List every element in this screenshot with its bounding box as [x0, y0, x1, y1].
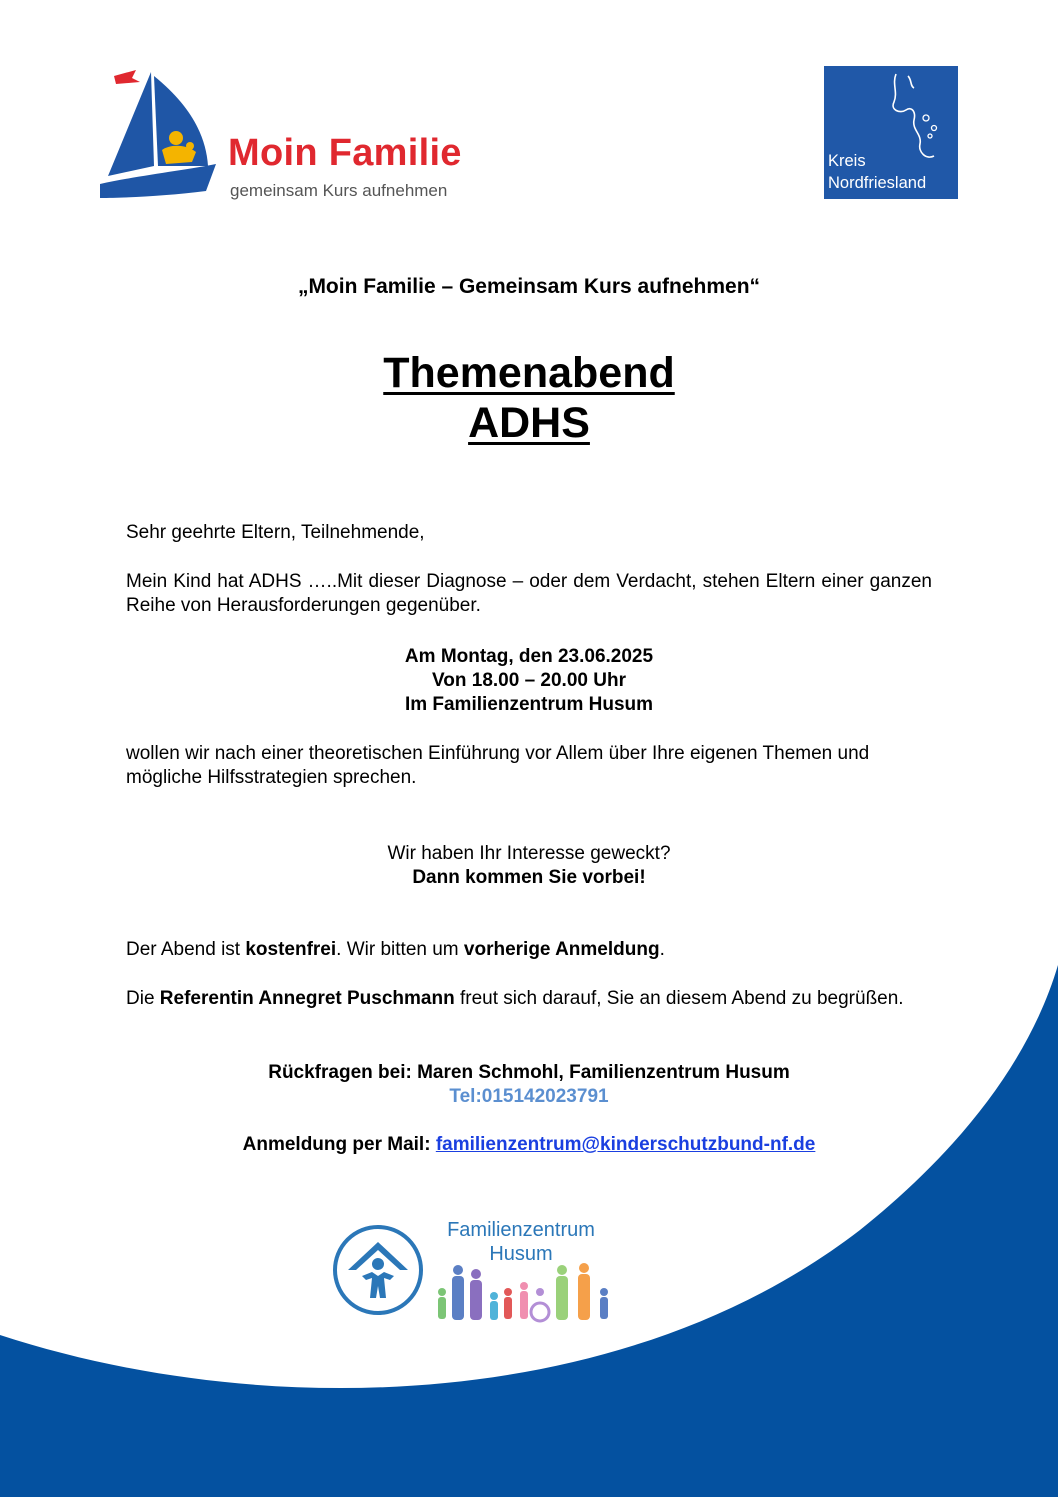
sailboat-icon — [96, 66, 221, 201]
mail-link[interactable]: familienzentrum@kinderschutzbund-nf.de — [435, 1134, 816, 1155]
family-figures-icon — [432, 1262, 622, 1326]
speaker-post: freut sich darauf, Sie an diesem Abend zu begrüßen. — [454, 988, 904, 1009]
speaker-pre: Die — [126, 988, 160, 1009]
cost-paragraph — [126, 938, 932, 962]
moin-familie-logo — [96, 66, 526, 206]
cost-pre: Der Abend ist — [126, 939, 246, 960]
moin-familie-title: Moin Familie — [228, 132, 462, 174]
event-time: Von 18.00 – 20.00 Uhr — [432, 670, 626, 691]
fz-line1: Familienzentrum — [447, 1219, 595, 1241]
familienzentrum-logo — [328, 1204, 636, 1330]
contact-line: Rückfragen bei: Maren Schmohl, Familienzentrum Husum — [268, 1062, 790, 1083]
contact-block — [0, 1061, 1058, 1109]
speaker-paragraph — [126, 987, 932, 1011]
event-place: Im Familienzentrum Husum — [404, 694, 654, 715]
interest-call: Dann kommen Sie vorbei! — [412, 867, 646, 888]
event-date: Am Montag, den 23.06.2025 — [404, 646, 654, 667]
contact-phone[interactable]: Tel:015142023791 — [449, 1086, 609, 1107]
kreis-line1: Kreis — [828, 152, 866, 170]
interest-question: Wir haben Ihr Interesse geweckt? — [387, 843, 671, 864]
headline-line1: Themenabend — [383, 349, 675, 397]
kreis-nordfriesland-logo — [824, 66, 958, 199]
cost-mid: . Wir bitten um — [336, 939, 464, 960]
kinderschutzbund-icon — [332, 1224, 424, 1316]
cost-free: kostenfrei — [245, 939, 337, 960]
speaker-name: Referentin Annegret Puschmann — [159, 988, 455, 1009]
greeting: Sehr geehrte Eltern, Teilnehmende, — [126, 522, 425, 543]
cost-post: . — [659, 939, 665, 960]
slogan: „Moin Familie – Gemeinsam Kurs aufnehmen“ — [297, 275, 761, 298]
cost-registration: vorherige Anmeldung — [463, 939, 660, 960]
event-details — [0, 645, 1058, 717]
intro-paragraph: Mein Kind hat ADHS …..Mit dieser Diagnose – oder dem Verdacht, stehen Eltern einer ganzen Reihe von Herausforderungen gegenüber. — [126, 571, 932, 616]
mail-line — [0, 1134, 1058, 1156]
kreis-line2: Nordfriesland — [828, 174, 927, 192]
headline-line2: ADHS — [468, 399, 590, 447]
interest-block — [0, 842, 1058, 890]
outro-paragraph: wollen wir nach einer theoretischen Einführung vor Allem über Ihre eigenen Themen und mögliche Hilfsstrategien sprechen. — [126, 743, 870, 788]
moin-familie-subtitle: gemeinsam Kurs aufnehmen — [230, 181, 448, 200]
mail-label: Anmeldung per Mail: — [242, 1134, 436, 1155]
fz-line2: Husum — [489, 1243, 553, 1265]
headline — [0, 348, 1058, 448]
